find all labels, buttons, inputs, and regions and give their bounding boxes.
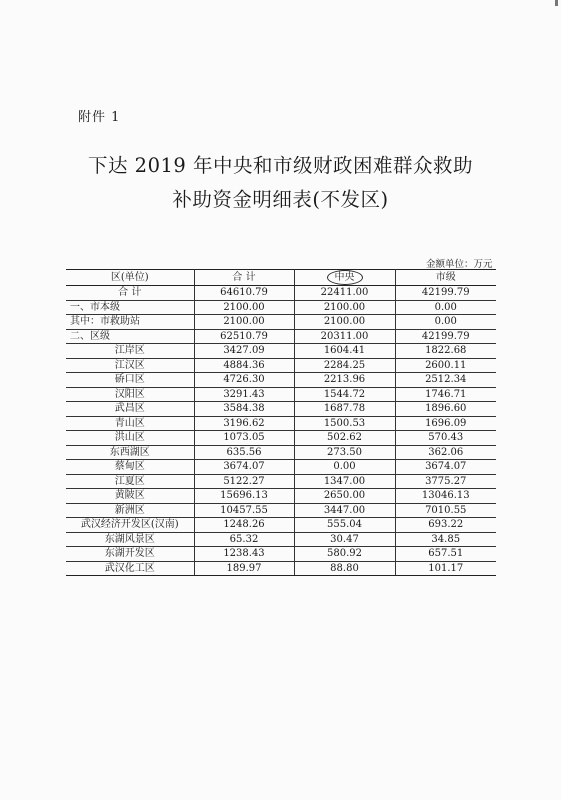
cell-district: 一、市本级 xyxy=(66,300,194,315)
cell-district: 江岸区 xyxy=(66,344,194,359)
header-district: 区(单位) xyxy=(66,270,194,286)
cell-central: 88.80 xyxy=(294,561,395,576)
cell-central: 555.04 xyxy=(294,518,395,533)
cell-city: 13046.13 xyxy=(395,489,496,504)
cell-district: 合 计 xyxy=(66,286,194,301)
cell-total: 3427.09 xyxy=(194,344,294,359)
cell-district: 黄陂区 xyxy=(66,489,194,504)
table-row xyxy=(66,416,496,431)
cell-city: 1696.09 xyxy=(395,416,496,431)
cell-district: 新洲区 xyxy=(66,503,194,518)
table-row xyxy=(66,532,496,547)
table-row xyxy=(66,373,496,388)
cell-central: 0.00 xyxy=(294,460,395,475)
cell-total: 65.32 xyxy=(194,532,294,547)
scan-edge-mark xyxy=(555,0,558,6)
cell-central: 1544.72 xyxy=(294,387,395,402)
document-title-line-1: 下达 2019 年中央和市级财政困难群众救助 xyxy=(87,154,474,177)
cell-district: 东西湖区 xyxy=(66,445,194,460)
cell-total: 64610.79 xyxy=(194,286,294,301)
table-row xyxy=(66,518,496,533)
table-row xyxy=(66,460,496,475)
cell-central: 30.47 xyxy=(294,532,395,547)
cell-total: 189.97 xyxy=(194,561,294,576)
cell-total: 2100.00 xyxy=(194,300,294,315)
cell-city: 1822.68 xyxy=(395,344,496,359)
table-header-row xyxy=(66,270,496,286)
cell-city: 2512.34 xyxy=(395,373,496,388)
cell-central: 3447.00 xyxy=(294,503,395,518)
cell-city: 1896.60 xyxy=(395,402,496,417)
cell-total: 3196.62 xyxy=(194,416,294,431)
header-city: 市级 xyxy=(395,270,496,286)
cell-central: 1500.53 xyxy=(294,416,395,431)
cell-city: 2600.11 xyxy=(395,358,496,373)
cell-central: 2284.25 xyxy=(294,358,395,373)
cell-district: 其中：市救助站 xyxy=(66,315,194,330)
cell-district: 武汉经济开发区(汉南) xyxy=(66,518,194,533)
cell-total: 5122.27 xyxy=(194,474,294,489)
table-row xyxy=(66,344,496,359)
cell-total: 62510.79 xyxy=(194,329,294,344)
cell-district: 东湖风景区 xyxy=(66,532,194,547)
cell-total: 4884.36 xyxy=(194,358,294,373)
cell-district: 蔡甸区 xyxy=(66,460,194,475)
cell-total: 3674.07 xyxy=(194,460,294,475)
cell-district: 洪山区 xyxy=(66,431,194,446)
table-row xyxy=(66,474,496,489)
cell-central: 1604.41 xyxy=(294,344,395,359)
attachment-label: 附件 1 xyxy=(78,110,121,125)
cell-central: 1347.00 xyxy=(294,474,395,489)
cell-central: 580.92 xyxy=(294,547,395,562)
cell-city: 42199.79 xyxy=(395,286,496,301)
cell-city: 34.85 xyxy=(395,532,496,547)
cell-total: 4726.30 xyxy=(194,373,294,388)
cell-total: 1238.43 xyxy=(194,547,294,562)
cell-central: 22411.00 xyxy=(294,286,395,301)
table-row xyxy=(66,315,496,330)
table-row xyxy=(66,503,496,518)
cell-city: 362.06 xyxy=(395,445,496,460)
funding-detail-table xyxy=(66,269,496,576)
cell-city: 101.17 xyxy=(395,561,496,576)
cell-district: 东湖开发区 xyxy=(66,547,194,562)
table-row xyxy=(66,329,496,344)
cell-central: 2213.96 xyxy=(294,373,395,388)
cell-total: 635.56 xyxy=(194,445,294,460)
table-row xyxy=(66,387,496,402)
header-central xyxy=(294,270,395,286)
cell-city: 42199.79 xyxy=(395,329,496,344)
cell-city: 693.22 xyxy=(395,518,496,533)
cell-central: 2100.00 xyxy=(294,315,395,330)
cell-central: 273.50 xyxy=(294,445,395,460)
cell-city: 3775.27 xyxy=(395,474,496,489)
cell-total: 3291.43 xyxy=(194,387,294,402)
cell-central: 2100.00 xyxy=(294,300,395,315)
cell-city: 657.51 xyxy=(395,547,496,562)
cell-total: 3584.38 xyxy=(194,402,294,417)
table-row xyxy=(66,489,496,504)
cell-district: 汉阳区 xyxy=(66,387,194,402)
cell-district: 江夏区 xyxy=(66,474,194,489)
handwritten-circle-mark: 中央 xyxy=(327,270,363,285)
document-title-line-2: 补助资金明细表(不发区) xyxy=(172,188,389,211)
cell-city: 0.00 xyxy=(395,300,496,315)
table-row xyxy=(66,300,496,315)
table-row xyxy=(66,445,496,460)
table-row xyxy=(66,547,496,562)
cell-central: 1687.78 xyxy=(294,402,395,417)
cell-central: 20311.00 xyxy=(294,329,395,344)
cell-total: 1073.05 xyxy=(194,431,294,446)
cell-district: 二、区级 xyxy=(66,329,194,344)
amount-unit-note: 金额单位：万元 xyxy=(426,259,493,270)
cell-district: 硚口区 xyxy=(66,373,194,388)
cell-district: 武昌区 xyxy=(66,402,194,417)
cell-total: 15696.13 xyxy=(194,489,294,504)
cell-district: 武汉化工区 xyxy=(66,561,194,576)
cell-total: 10457.55 xyxy=(194,503,294,518)
table-row xyxy=(66,561,496,576)
cell-city: 0.00 xyxy=(395,315,496,330)
table-row xyxy=(66,286,496,301)
cell-city: 1746.71 xyxy=(395,387,496,402)
cell-city: 570.43 xyxy=(395,431,496,446)
table-row xyxy=(66,402,496,417)
table-row xyxy=(66,431,496,446)
cell-total: 1248.26 xyxy=(194,518,294,533)
cell-district: 青山区 xyxy=(66,416,194,431)
cell-total: 2100.00 xyxy=(194,315,294,330)
cell-central: 502.62 xyxy=(294,431,395,446)
cell-district: 江汉区 xyxy=(66,358,194,373)
cell-city: 3674.07 xyxy=(395,460,496,475)
cell-central: 2650.00 xyxy=(294,489,395,504)
table-row xyxy=(66,358,496,373)
header-total: 合 计 xyxy=(194,270,294,286)
cell-city: 7010.55 xyxy=(395,503,496,518)
